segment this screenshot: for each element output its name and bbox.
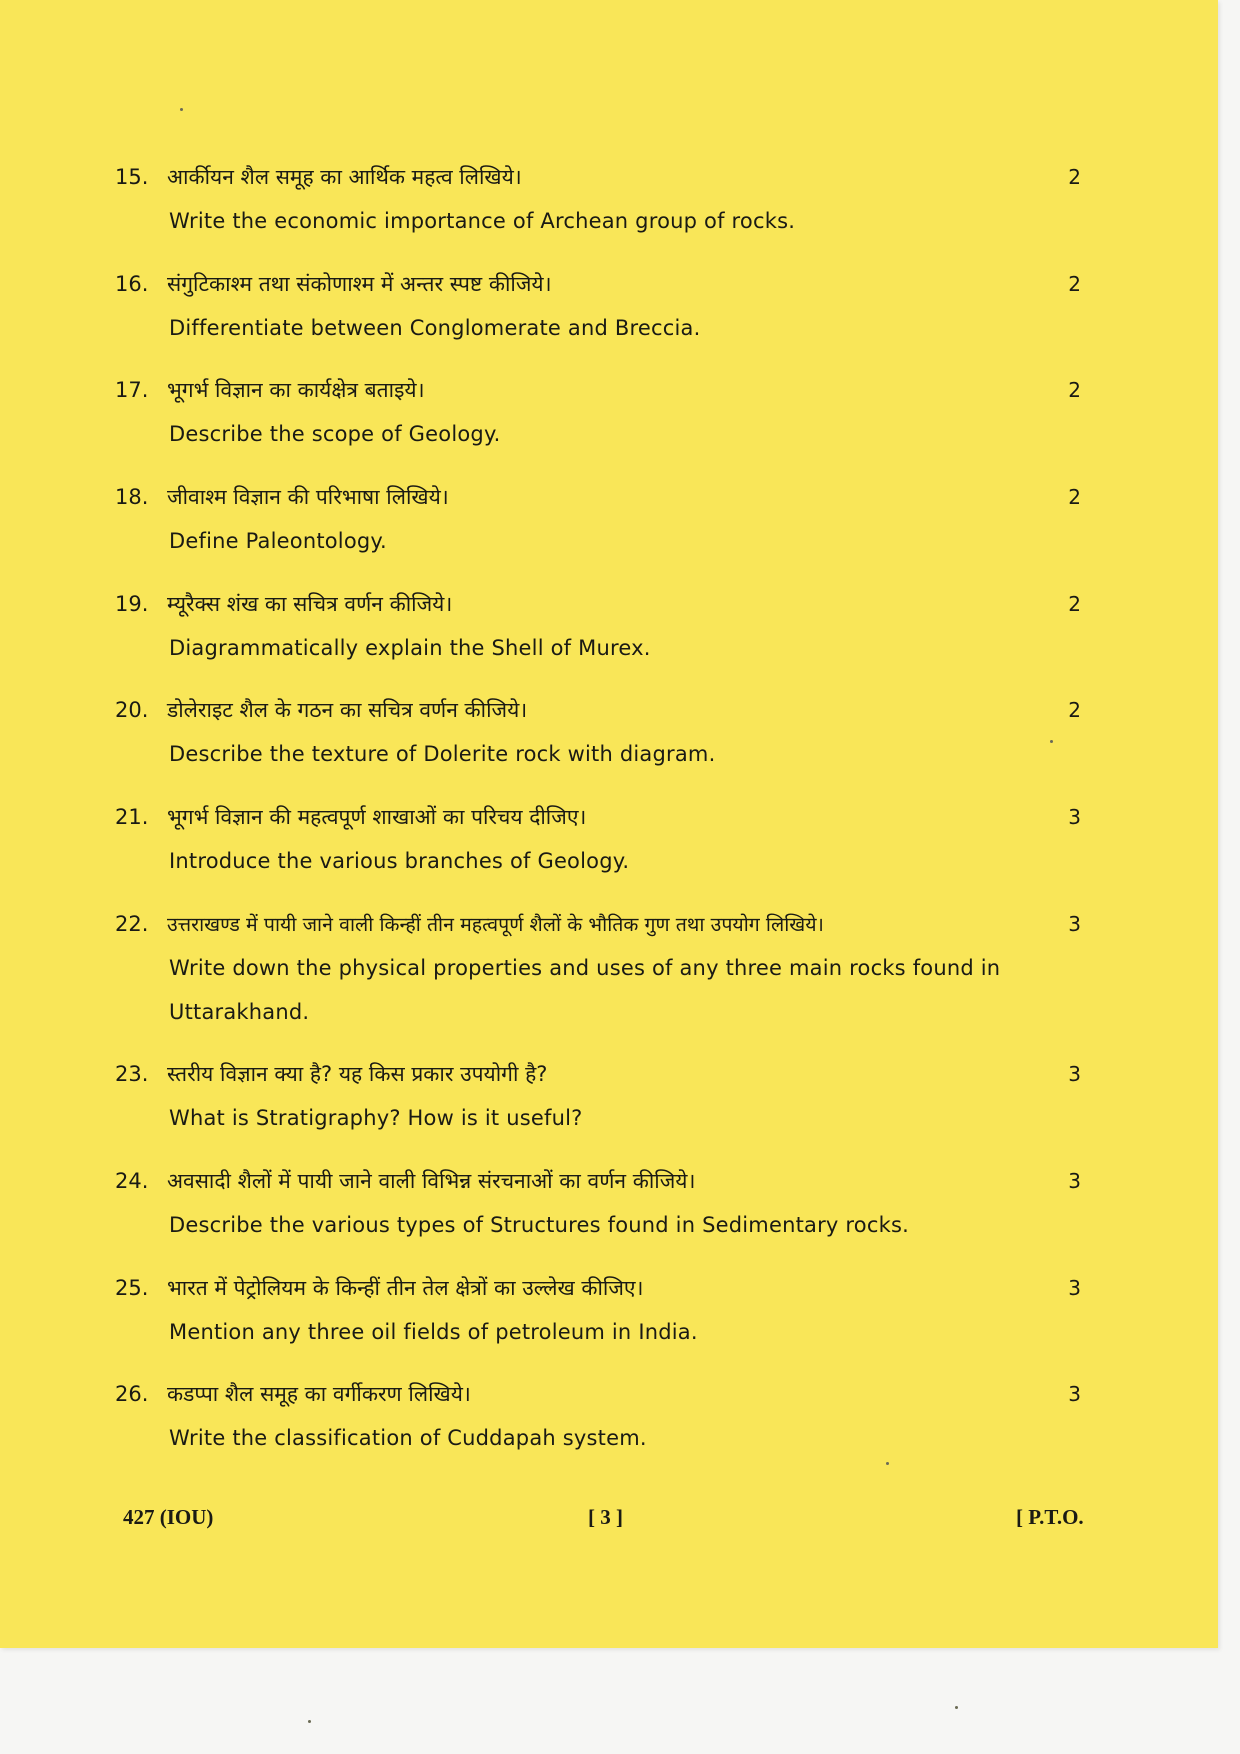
- question-26: [115, 1372, 1095, 1460]
- question-marks: 2: [1068, 378, 1081, 402]
- question-hindi-text: संगुटिकाश्म तथा संकोणाश्म में अन्तर स्पष्ट कीजिये।: [167, 272, 552, 296]
- question-marks: 2: [1068, 165, 1081, 189]
- question-hindi-line: [115, 155, 1095, 199]
- question-english-text: Write the classification of Cuddapah system.: [169, 1426, 647, 1450]
- question-hindi-text: डोलेराइट शैल के गठन का सचित्र वर्णन कीजिये।: [167, 698, 528, 722]
- question-marks: 3: [1068, 1276, 1081, 1300]
- question-english-text: Introduce the various branches of Geology.: [169, 849, 630, 873]
- scan-speck: [886, 1462, 889, 1465]
- question-english-text: Write the economic importance of Archean group of rocks.: [169, 209, 796, 233]
- question-marks: 2: [1068, 272, 1081, 296]
- question-hindi-text: आर्कीयन शैल समूह का आर्थिक महत्व लिखिये।: [167, 165, 522, 189]
- footer-page-number: [ 3 ]: [588, 1505, 623, 1529]
- question-hindi-line: [115, 368, 1095, 412]
- question-hindi-line: [115, 582, 1095, 626]
- question-number: 15.: [115, 165, 149, 189]
- question-hindi-text: जीवाश्म विज्ञान की परिभाषा लिखिये।: [167, 485, 449, 509]
- question-marks: 3: [1068, 1382, 1081, 1406]
- scan-speck: [955, 1706, 958, 1709]
- question-hindi-text: म्यूरैक्स शंख का सचित्र वर्णन कीजिये।: [167, 592, 453, 616]
- question-hindi-line: [115, 1266, 1095, 1310]
- question-number: 20.: [115, 698, 149, 722]
- question-english-text: Differentiate between Conglomerate and Breccia.: [169, 316, 701, 340]
- question-hindi-line: [115, 795, 1095, 839]
- question-hindi-text: उत्तराखण्ड में पायी जाने वाली किन्हीं तीन महत्वपूर्ण शैलों के भौतिक गुण तथा उपयोग लिखिये।: [167, 913, 824, 936]
- question-hindi-line: [115, 902, 1095, 946]
- question-number: 21.: [115, 805, 149, 829]
- question-hindi-text: भूगर्भ विज्ञान की महत्वपूर्ण शाखाओं का परिचय दीजिए।: [167, 805, 587, 829]
- question-19: [115, 582, 1095, 670]
- question-english-text: Describe the texture of Dolerite rock with diagram.: [169, 742, 716, 766]
- question-hindi-text: भूगर्भ विज्ञान का कार्यक्षेत्र बताइये।: [167, 378, 425, 402]
- question-hindi-text: कडप्पा शैल समूह का वर्गीकरण लिखिये।: [167, 1382, 471, 1406]
- question-20: [115, 688, 1095, 776]
- question-marks: 2: [1068, 698, 1081, 722]
- question-english-text: What is Stratigraphy? How is it useful?: [169, 1106, 583, 1130]
- question-18: [115, 475, 1095, 563]
- question-english-text: Describe the scope of Geology.: [169, 422, 501, 446]
- question-number: 18.: [115, 485, 149, 509]
- question-number: 17.: [115, 378, 149, 402]
- question-marks: 2: [1068, 485, 1081, 509]
- question-number: 25.: [115, 1276, 149, 1300]
- question-22: [115, 902, 1095, 1034]
- scan-speck: [308, 1720, 311, 1723]
- question-hindi-line: [115, 688, 1095, 732]
- question-hindi-text: अवसादी शैलों में पायी जाने वाली विभिन्न संरचनाओं का वर्णन कीजिये।: [167, 1169, 696, 1193]
- question-16: [115, 262, 1095, 350]
- question-hindi-line: [115, 1372, 1095, 1416]
- question-24: [115, 1159, 1095, 1247]
- question-21: [115, 795, 1095, 883]
- question-hindi-line: [115, 262, 1095, 306]
- question-hindi-line: [115, 1159, 1095, 1203]
- question-marks: 3: [1068, 1062, 1081, 1086]
- question-hindi-text: भारत में पेट्रोलियम के किन्हीं तीन तेल क्षेत्रों का उल्लेख कीजिए।: [167, 1276, 644, 1300]
- question-marks: 2: [1068, 592, 1081, 616]
- question-17: [115, 368, 1095, 456]
- footer-paper-code: 427 (IOU): [123, 1505, 214, 1529]
- question-english-text: Diagrammatically explain the Shell of Murex.: [169, 636, 651, 660]
- question-number: 24.: [115, 1169, 149, 1193]
- question-marks: 3: [1068, 912, 1081, 936]
- question-hindi-line: [115, 475, 1095, 519]
- question-number: 19.: [115, 592, 149, 616]
- question-marks: 3: [1068, 805, 1081, 829]
- question-23: [115, 1052, 1095, 1140]
- question-15: [115, 155, 1095, 243]
- question-english-text: Mention any three oil fields of petroleum in India.: [169, 1320, 698, 1344]
- scan-speck: [1050, 740, 1053, 743]
- question-25: [115, 1266, 1095, 1354]
- question-number: 16.: [115, 272, 149, 296]
- scan-speck: [180, 108, 183, 111]
- question-hindi-text: स्तरीय विज्ञान क्या है? यह किस प्रकार उपयोगी है?: [167, 1062, 548, 1086]
- question-number: 22.: [115, 912, 149, 936]
- question-english-text: Write down the physical properties and uses of any three main rocks found in Uttarakhand.: [169, 956, 1001, 1024]
- footer-pto: [ P.T.O.: [1016, 1505, 1084, 1529]
- question-number: 23.: [115, 1062, 149, 1086]
- question-hindi-line: [115, 1052, 1095, 1096]
- question-english-text: Define Paleontology.: [169, 529, 387, 553]
- question-number: 26.: [115, 1382, 149, 1406]
- question-english-text: Describe the various types of Structures found in Sedimentary rocks.: [169, 1213, 909, 1237]
- question-marks: 3: [1068, 1169, 1081, 1193]
